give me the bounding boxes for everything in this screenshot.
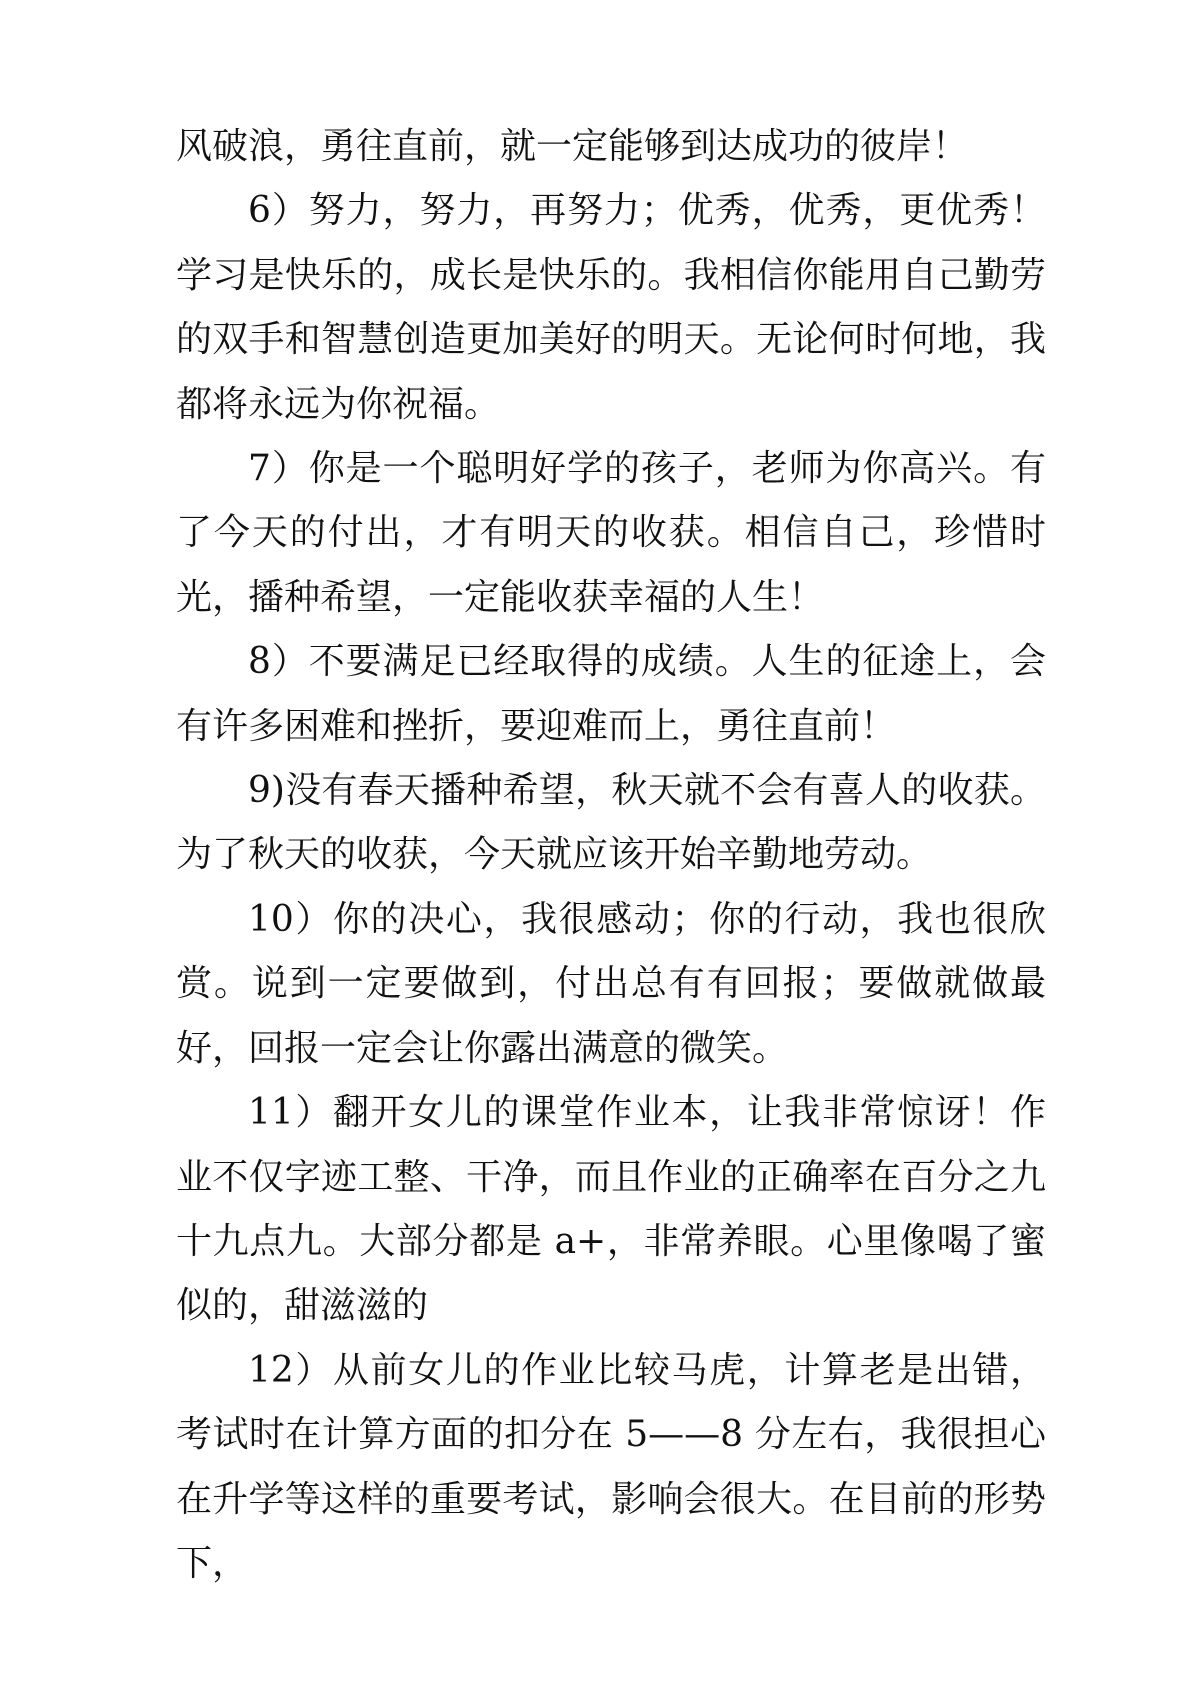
paragraph-10: 10）你的决心，我很感动；你的行动，我也很欣赏。说到一定要做到，付出总有有回报；要做就做最好，回报一定会让你露出满意的微笑。 <box>176 898 1046 1069</box>
paragraph-continuation: 风破浪，勇往直前，就一定能够到达成功的彼岸！ <box>176 126 969 167</box>
document-body <box>176 115 1046 1596</box>
paragraph-8: 8）不要满足已经取得的成绩。人生的征途上，会有许多困难和挫折，要迎难而上，勇往直前！ <box>176 641 1046 747</box>
paragraph-9: 9)没有春天播种希望，秋天就不会有喜人的收获。为了秋天的收获，今天就应该开始辛勤地劳动。 <box>176 770 1046 876</box>
paragraph-7: 7）你是一个聪明好学的孩子，老师为你高兴。有了今天的付出，才有明天的收获。相信自己，珍惜时光，播种希望，一定能收获幸福的人生！ <box>176 448 1046 618</box>
paragraph-6: 6）努力，努力，再努力；优秀，优秀，更优秀！学习是快乐的，成长是快乐的。我相信你能用自己勤劳的双手和智慧创造更加美好的明天。无论何时何地，我都将永远为你祝福。 <box>176 190 1046 425</box>
paragraph-11: 11）翻开女儿的课堂作业本，让我非常惊讶！作业不仅字迹工整、干净，而且作业的正确率在百分之九十九点九。大部分都是 a+，非常养眼。心里像喝了蜜似的，甜滋滋的 <box>176 1092 1046 1327</box>
paragraph-12: 12）从前女儿的作业比较马虎，计算老是出错，考试时在计算方面的扣分在 5——8 分左右，我很担心在升学等这样的重要考试，影响会很大。在目前的形势下， <box>176 1349 1046 1584</box>
